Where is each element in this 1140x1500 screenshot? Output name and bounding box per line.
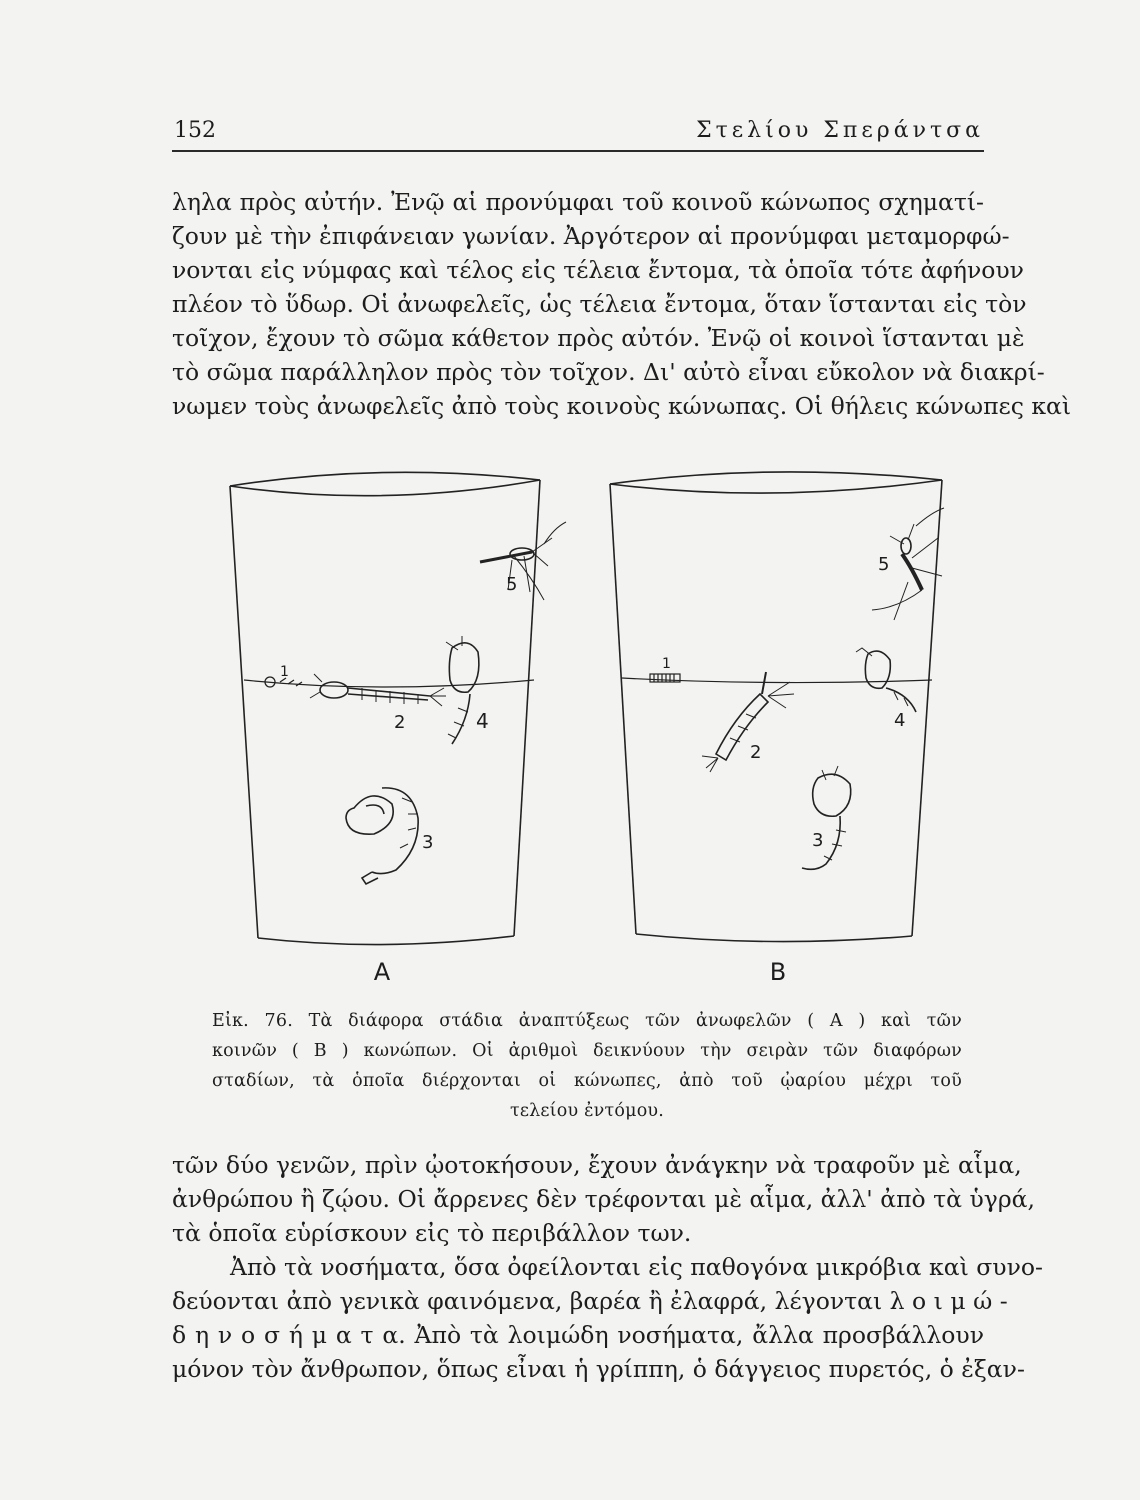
caption-line: τελείου ἐντόμου. bbox=[509, 1101, 665, 1121]
stage-number: 1 bbox=[280, 664, 289, 680]
text-line: τοῖχον, ἔχουν τὸ σῶμα κάθετον πρὸς αὐτόν. Ἐνῷ οἱ κοινοὶ ἵστανται μὲ bbox=[172, 324, 1025, 352]
text-line: ἀνθρώπου ἢ ζῴου. Οἱ ἄρρενες δὲν τρέφονται μὲ αἷμα, ἀλλ' ἀπὸ τὰ ὑγρά, bbox=[172, 1185, 1035, 1213]
text-line: πλέον τὸ ὕδωρ. Οἱ ἀνωφελεῖς, ὡς τέλεια ἔντομα, ὅταν ἵστανται εἰς τὸν bbox=[172, 290, 1027, 318]
text-line: τὸ σῶμα παράλληλον πρὸς τὸν τοῖχον. Δι' αὐτὸ εἶναι εὔκολον νὰ διακρί- bbox=[172, 358, 1045, 386]
running-head: Στελίου Σπεράντσα bbox=[696, 118, 984, 143]
stage-number: 5 bbox=[506, 574, 518, 595]
text-line: νονται εἰς νύμφας καὶ τέλος εἰς τέλεια ἔντομα, τὰ ὁποῖα τότε ἀφήνουν bbox=[172, 256, 1024, 284]
text-line: τῶν δύο γενῶν, πρὶν ᾠοτοκήσουν, ἔχουν ἀνάγκην νὰ τραφοῦν μὲ αἷμα, bbox=[172, 1151, 1022, 1179]
page-number: 152 bbox=[174, 118, 216, 143]
caption-line: Εἰκ. 76. Τὰ διάφορα στάδια ἀναπτύξεως τῶν ἀνωφελῶν ( Α ) καὶ τῶν bbox=[212, 1011, 962, 1031]
text-line: δ η ν ο σ ή μ α τ α. Ἀπὸ τὰ λοιμώδη νοσήματα, ἄλλα προσβάλλουν bbox=[172, 1321, 984, 1349]
text-line: δεύονται ἀπὸ γενικὰ φαινόμενα, βαρέα ἢ ἐλαφρά, λέγονται λ ο ι μ ώ - bbox=[172, 1287, 1008, 1315]
pupa-icon bbox=[802, 766, 851, 869]
pupa-icon bbox=[446, 636, 479, 744]
paragraph-top bbox=[172, 185, 1072, 423]
text-line: τὰ ὁποῖα εὑρίσκουν εἰς τὸ περιβάλλον των. bbox=[172, 1219, 692, 1247]
larva-icon bbox=[310, 674, 446, 706]
larva-icon bbox=[702, 672, 794, 772]
mosquito-stages-figure bbox=[222, 468, 964, 988]
figure-caption bbox=[212, 1006, 962, 1126]
mosquito-icon bbox=[480, 522, 566, 600]
glass-label: A bbox=[373, 958, 391, 986]
text-line: μόνον τὸν ἄνθρωπον, ὅπως εἶναι ἡ γρίππη, ὁ δάγγειος πυρετός, ὁ ἐξαν- bbox=[172, 1355, 1025, 1383]
stage-number: 4 bbox=[476, 709, 489, 733]
stage-number: 3 bbox=[812, 830, 824, 851]
pupa-icon bbox=[346, 788, 418, 884]
stage-number: 2 bbox=[394, 712, 406, 733]
glass-label: B bbox=[769, 958, 787, 986]
header-rule bbox=[172, 150, 984, 152]
text-line: ληλα πρὸς αὐτήν. Ἐνῷ αἱ προνύμφαι τοῦ κοινοῦ κώνωπος σχηματί- bbox=[172, 188, 984, 216]
pupa-icon bbox=[856, 648, 916, 712]
stage-number: 4 bbox=[894, 710, 906, 731]
stage-number: 2 bbox=[750, 742, 762, 763]
paragraph-bottom bbox=[172, 1250, 1043, 1386]
caption-line: κοινῶν ( Β ) κωνώπων. Οἱ ἀριθμοὶ δεικνύουν τὴν σειρὰν τῶν διαφόρων bbox=[212, 1041, 962, 1061]
stage-number: 3 bbox=[422, 832, 434, 853]
text-line: νωμεν τοὺς ἀνωφελεῖς ἀπὸ τοὺς κοινοὺς κώνωπας. Οἱ θήλεις κώνωπες καὶ bbox=[172, 392, 1072, 420]
paragraph-middle bbox=[172, 1148, 1035, 1250]
text-line: ζουν μὲ τὴν ἐπιφάνειαν γωνίαν. Ἀργότερον αἱ προνύμφαι μεταμορφώ- bbox=[172, 222, 1010, 250]
caption-line: σταδίων, τὰ ὁποῖα διέρχονται οἱ κώνωπες, ἀπὸ τοῦ ᾠαρίου μέχρι τοῦ bbox=[212, 1071, 962, 1091]
text-line: Ἀπὸ τὰ νοσήματα, ὅσα ὀφείλονται εἰς παθογόνα μικρόβια καὶ συνο- bbox=[230, 1253, 1043, 1281]
page-header bbox=[172, 112, 984, 152]
glass-b bbox=[610, 472, 942, 942]
stage-number: 1 bbox=[662, 656, 671, 672]
stage-number: 5 bbox=[878, 554, 890, 575]
